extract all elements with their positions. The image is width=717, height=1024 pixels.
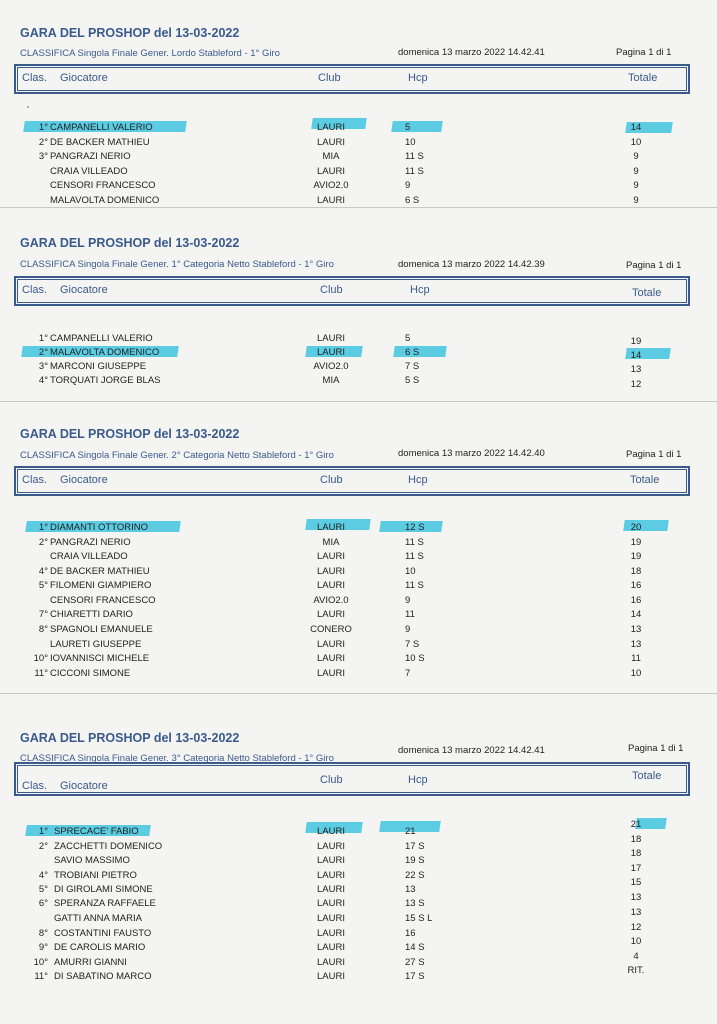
header-giocatore: Giocatore: [60, 284, 108, 296]
position-cell: 1°: [38, 122, 48, 133]
player-name-cell: DIAMANTI OTTORINO: [50, 522, 148, 533]
table-row: [0, 137, 717, 151]
position-cell: 4°: [38, 375, 48, 386]
table-row: [0, 668, 717, 682]
position-cell: 3°: [38, 151, 48, 162]
hcp-cell: 21: [405, 826, 416, 837]
table-row: [0, 595, 717, 609]
page-number: Pagina 1 di 1: [626, 260, 682, 271]
player-name-cell: SAVIO MASSIMO: [54, 855, 130, 866]
player-name-cell: MALAVOLTA DOMENICO: [50, 195, 160, 206]
total-cell: 13: [630, 892, 642, 903]
player-name-cell: DI GIROLAMI SIMONE: [54, 884, 153, 895]
table-row: [0, 347, 717, 361]
total-cell: 10: [630, 936, 642, 947]
position-cell: 5°: [38, 580, 48, 591]
table-row: [0, 333, 717, 347]
position-cell: 11°: [34, 971, 48, 982]
header-hcp: Hcp: [410, 284, 430, 296]
club-cell: LAURI: [317, 653, 345, 664]
club-cell: CONERO: [310, 624, 352, 635]
club-cell: LAURI: [317, 971, 345, 982]
hcp-cell: 11 S: [405, 580, 424, 591]
player-name-cell: PANGRAZI NERIO: [50, 537, 131, 548]
position-cell: 7°: [38, 609, 48, 620]
table-row: [0, 609, 717, 623]
total-cell: 13: [630, 907, 642, 918]
table-row: [0, 639, 717, 653]
hcp-cell: 19 S: [405, 855, 425, 866]
club-cell: AVIO2.0: [313, 361, 349, 372]
player-name-cell: DE BACKER MATHIEU: [50, 566, 150, 577]
total-cell: 18: [630, 834, 642, 845]
total-cell: 19: [630, 551, 642, 562]
hcp-cell: 6 S: [405, 347, 420, 358]
player-name-cell: IOVANNISCI MICHELE: [50, 653, 150, 664]
position-cell: 11°: [34, 668, 48, 679]
club-cell: LAURI: [317, 913, 345, 924]
hcp-cell: 15 S L: [405, 913, 433, 924]
hcp-cell: 14 S: [405, 942, 425, 953]
position-cell: 10°: [33, 653, 48, 664]
table-row: [0, 965, 717, 985]
page-number: Pagina 1 di 1: [616, 47, 672, 58]
hcp-cell: 27 S: [405, 957, 425, 968]
table-header: [14, 762, 690, 796]
header-hcp: Hcp: [408, 774, 428, 786]
player-name-cell: CRAIA VILLEADO: [50, 166, 128, 177]
total-cell: 18: [630, 566, 642, 577]
hcp-cell: 9: [405, 180, 411, 191]
table-row: [0, 624, 717, 638]
club-cell: LAURI: [317, 195, 345, 206]
player-name-cell: DE BACKER MATHIEU: [50, 137, 150, 148]
player-name-cell: MALAVOLTA DOMENICO: [50, 347, 160, 358]
position-cell: 5°: [38, 884, 48, 895]
header-club: Club: [318, 72, 341, 84]
table-row: [0, 551, 717, 565]
hcp-cell: 10: [405, 566, 416, 577]
hcp-cell: 7 S: [405, 639, 420, 650]
club-cell: LAURI: [317, 898, 345, 909]
table-header: [14, 64, 690, 94]
total-cell: 13: [630, 639, 642, 650]
club-cell: LAURI: [317, 841, 345, 852]
hcp-cell: 5: [405, 333, 411, 344]
hcp-cell: 11 S: [405, 537, 424, 548]
total-cell: 12: [630, 379, 642, 390]
total-cell: 16: [630, 580, 642, 591]
total-cell: 17: [630, 863, 642, 874]
total-cell: 20: [630, 522, 642, 533]
page-number: Pagina 1 di 1: [628, 743, 684, 754]
club-cell: LAURI: [317, 668, 345, 679]
player-name-cell: CHIARETTI DARIO: [50, 609, 133, 620]
total-cell: 12: [630, 922, 642, 933]
header-club: Club: [320, 774, 343, 786]
total-cell: 9: [633, 166, 639, 177]
club-cell: LAURI: [317, 870, 345, 881]
table-row: [0, 151, 717, 165]
header-giocatore: Giocatore: [60, 474, 108, 486]
position-cell: 2°: [38, 841, 48, 852]
club-cell: LAURI: [317, 884, 345, 895]
table-row: [0, 566, 717, 580]
hcp-cell: 7 S: [405, 361, 420, 372]
header-totale: Totale: [630, 474, 660, 486]
header-giocatore: Giocatore: [60, 72, 108, 84]
header-totale: Totale: [632, 287, 662, 299]
club-cell: LAURI: [317, 609, 345, 620]
table-row: [0, 537, 717, 551]
hcp-cell: 11 S: [405, 551, 424, 562]
section-title: GARA DEL PROSHOP del 13-03-2022: [20, 427, 240, 441]
position-cell: 8°: [38, 624, 48, 635]
position-cell: 1°: [38, 522, 48, 533]
total-cell: 18: [630, 848, 642, 859]
table-header: [14, 276, 690, 306]
total-cell: 13: [630, 624, 642, 635]
table-header: [14, 466, 690, 496]
club-cell: LAURI: [317, 928, 345, 939]
player-name-cell: SPRECACE' FABIO: [54, 826, 139, 837]
hcp-cell: 5: [405, 122, 411, 133]
hcp-cell: 6 S: [405, 195, 420, 206]
total-cell: 14: [630, 122, 642, 133]
club-cell: LAURI: [317, 957, 345, 968]
club-cell: AVIO2.0: [313, 180, 349, 191]
player-name-cell: PANGRAZI NERIO: [50, 151, 131, 162]
club-cell: AVIO2.0: [313, 595, 349, 606]
total-cell: 21: [630, 819, 642, 830]
print-date: domenica 13 marzo 2022 14.42.39: [398, 259, 545, 270]
hcp-cell: 12 S: [405, 522, 425, 533]
table-row: [0, 375, 717, 389]
club-cell: LAURI: [317, 942, 345, 953]
header-club: Club: [320, 474, 343, 486]
club-cell: MIA: [322, 151, 340, 162]
club-cell: MIA: [322, 375, 340, 386]
header-totale: Totale: [632, 770, 662, 782]
print-date: domenica 13 marzo 2022 14.42.41: [398, 47, 545, 58]
header-giocatore: Giocatore: [60, 780, 108, 792]
hcp-cell: 17 S: [405, 841, 425, 852]
position-cell: 3°: [38, 361, 48, 372]
total-cell: 14: [630, 609, 642, 620]
position-cell: 1°: [38, 826, 48, 837]
club-cell: LAURI: [317, 522, 345, 533]
total-cell: 10: [630, 668, 642, 679]
table-row: [0, 166, 717, 180]
hcp-cell: 13 S: [405, 898, 425, 909]
total-cell: 16: [630, 595, 642, 606]
total-cell: 14: [630, 350, 642, 361]
table-row: [0, 122, 717, 136]
header-hcp: Hcp: [408, 474, 428, 486]
hcp-cell: 13: [405, 884, 416, 895]
player-name-cell: TROBIANI PIETRO: [54, 870, 137, 881]
table-row: [0, 580, 717, 594]
section-title: GARA DEL PROSHOP del 13-03-2022: [20, 26, 240, 40]
club-cell: LAURI: [317, 855, 345, 866]
header-clas: Clas.: [22, 474, 48, 486]
total-cell: 9: [633, 151, 639, 162]
club-cell: LAURI: [317, 639, 345, 650]
hcp-cell: 9: [405, 595, 411, 606]
header-clas: Clas.: [22, 284, 48, 296]
total-cell: 11: [631, 653, 641, 664]
position-cell: 4°: [38, 566, 48, 577]
hcp-cell: 10 S: [405, 653, 425, 664]
table-row: [0, 361, 717, 375]
print-speck: [27, 106, 29, 108]
position-cell: 10°: [33, 957, 48, 968]
hcp-cell: 22 S: [405, 870, 425, 881]
total-cell: 13: [630, 364, 642, 375]
total-cell: 9: [633, 180, 639, 191]
table-row: [0, 180, 717, 194]
hcp-cell: 9: [405, 624, 411, 635]
position-cell: 1°: [38, 333, 48, 344]
player-name-cell: SPAGNOLI EMANUELE: [50, 624, 153, 635]
page-number: Pagina 1 di 1: [626, 449, 682, 460]
total-cell: 15: [630, 877, 642, 888]
position-cell: 6°: [38, 898, 48, 909]
section-subtitle: CLASSIFICA Singola Finale Gener. 1° Categoria Netto Stableford - 1° Giro: [20, 259, 334, 270]
player-name-cell: TORQUATI JORGE BLAS: [50, 375, 161, 386]
position-cell: 4°: [38, 870, 48, 881]
section-subtitle: CLASSIFICA Singola Finale Gener. 2° Categoria Netto Stableford - 1° Giro: [20, 450, 334, 461]
print-date: domenica 13 marzo 2022 14.42.40: [398, 448, 545, 459]
player-name-cell: CENSORI FRANCESCO: [50, 180, 156, 191]
player-name-cell: CENSORI FRANCESCO: [50, 595, 156, 606]
header-hcp: Hcp: [408, 72, 428, 84]
club-cell: LAURI: [317, 333, 345, 344]
section-title: GARA DEL PROSHOP del 13-03-2022: [20, 236, 240, 250]
position-cell: 2°: [38, 137, 48, 148]
position-cell: 9°: [38, 942, 48, 953]
player-name-cell: FILOMENI GIAMPIERO: [50, 580, 152, 591]
header-club: Club: [320, 284, 343, 296]
total-cell: 19: [630, 336, 642, 347]
hcp-cell: 16: [405, 928, 416, 939]
player-name-cell: ZACCHETTI DOMENICO: [54, 841, 163, 852]
header-totale: Totale: [628, 72, 658, 84]
position-cell: 2°: [38, 347, 48, 358]
section-title: GARA DEL PROSHOP del 13-03-2022: [20, 731, 240, 745]
club-cell: LAURI: [317, 166, 345, 177]
total-cell: 4: [633, 951, 639, 962]
club-cell: LAURI: [317, 122, 345, 133]
player-name-cell: SPERANZA RAFFAELE: [54, 898, 156, 909]
hcp-cell: 7: [405, 668, 411, 679]
club-cell: LAURI: [317, 580, 345, 591]
player-name-cell: DI SABATINO MARCO: [54, 971, 152, 982]
section-subtitle: CLASSIFICA Singola Finale Gener. 3° Categoria Netto Stableford - 1° Giro: [20, 753, 334, 764]
total-cell: 19: [630, 537, 642, 548]
header-clas: Clas.: [22, 780, 48, 792]
hcp-cell: 11 S: [405, 151, 424, 162]
hcp-cell: 11: [405, 609, 415, 620]
player-name-cell: DE CAROLIS MARIO: [54, 942, 146, 953]
player-name-cell: COSTANTINI FAUSTO: [54, 928, 152, 939]
total-cell: 10: [630, 137, 642, 148]
total-cell: RIT.: [627, 965, 645, 976]
club-cell: LAURI: [317, 347, 345, 358]
table-row: [0, 195, 717, 209]
table-row: [0, 522, 717, 536]
sheet-separator: [0, 693, 717, 694]
club-cell: MIA: [322, 537, 340, 548]
club-cell: LAURI: [317, 551, 345, 562]
table-row: [0, 653, 717, 667]
hcp-cell: 10: [405, 137, 416, 148]
club-cell: LAURI: [317, 826, 345, 837]
sheet-separator: [0, 401, 717, 402]
player-name-cell: CAMPANELLI VALERIO: [50, 333, 153, 344]
player-name-cell: MARCONI GIUSEPPE: [50, 361, 147, 372]
print-date: domenica 13 marzo 2022 14.42.41: [398, 745, 545, 756]
player-name-cell: CICCONI SIMONE: [50, 668, 131, 679]
player-name-cell: GATTI ANNA MARIA: [54, 913, 142, 924]
hcp-cell: 11 S: [405, 166, 424, 177]
header-clas: Clas.: [22, 72, 48, 84]
club-cell: LAURI: [317, 566, 345, 577]
player-name-cell: CRAIA VILLEADO: [50, 551, 128, 562]
hcp-cell: 17 S: [405, 971, 425, 982]
player-name-cell: CAMPANELLI VALERIO: [50, 122, 153, 133]
player-name-cell: AMURRI GIANNI: [54, 957, 127, 968]
position-cell: 8°: [38, 928, 48, 939]
hcp-cell: 5 S: [405, 375, 420, 386]
player-name-cell: LAURETI GIUSEPPE: [50, 639, 142, 650]
section-subtitle: CLASSIFICA Singola Finale Gener. Lordo Stableford - 1° Giro: [20, 48, 280, 59]
club-cell: LAURI: [317, 137, 345, 148]
total-cell: 9: [633, 195, 639, 206]
position-cell: 2°: [38, 537, 48, 548]
